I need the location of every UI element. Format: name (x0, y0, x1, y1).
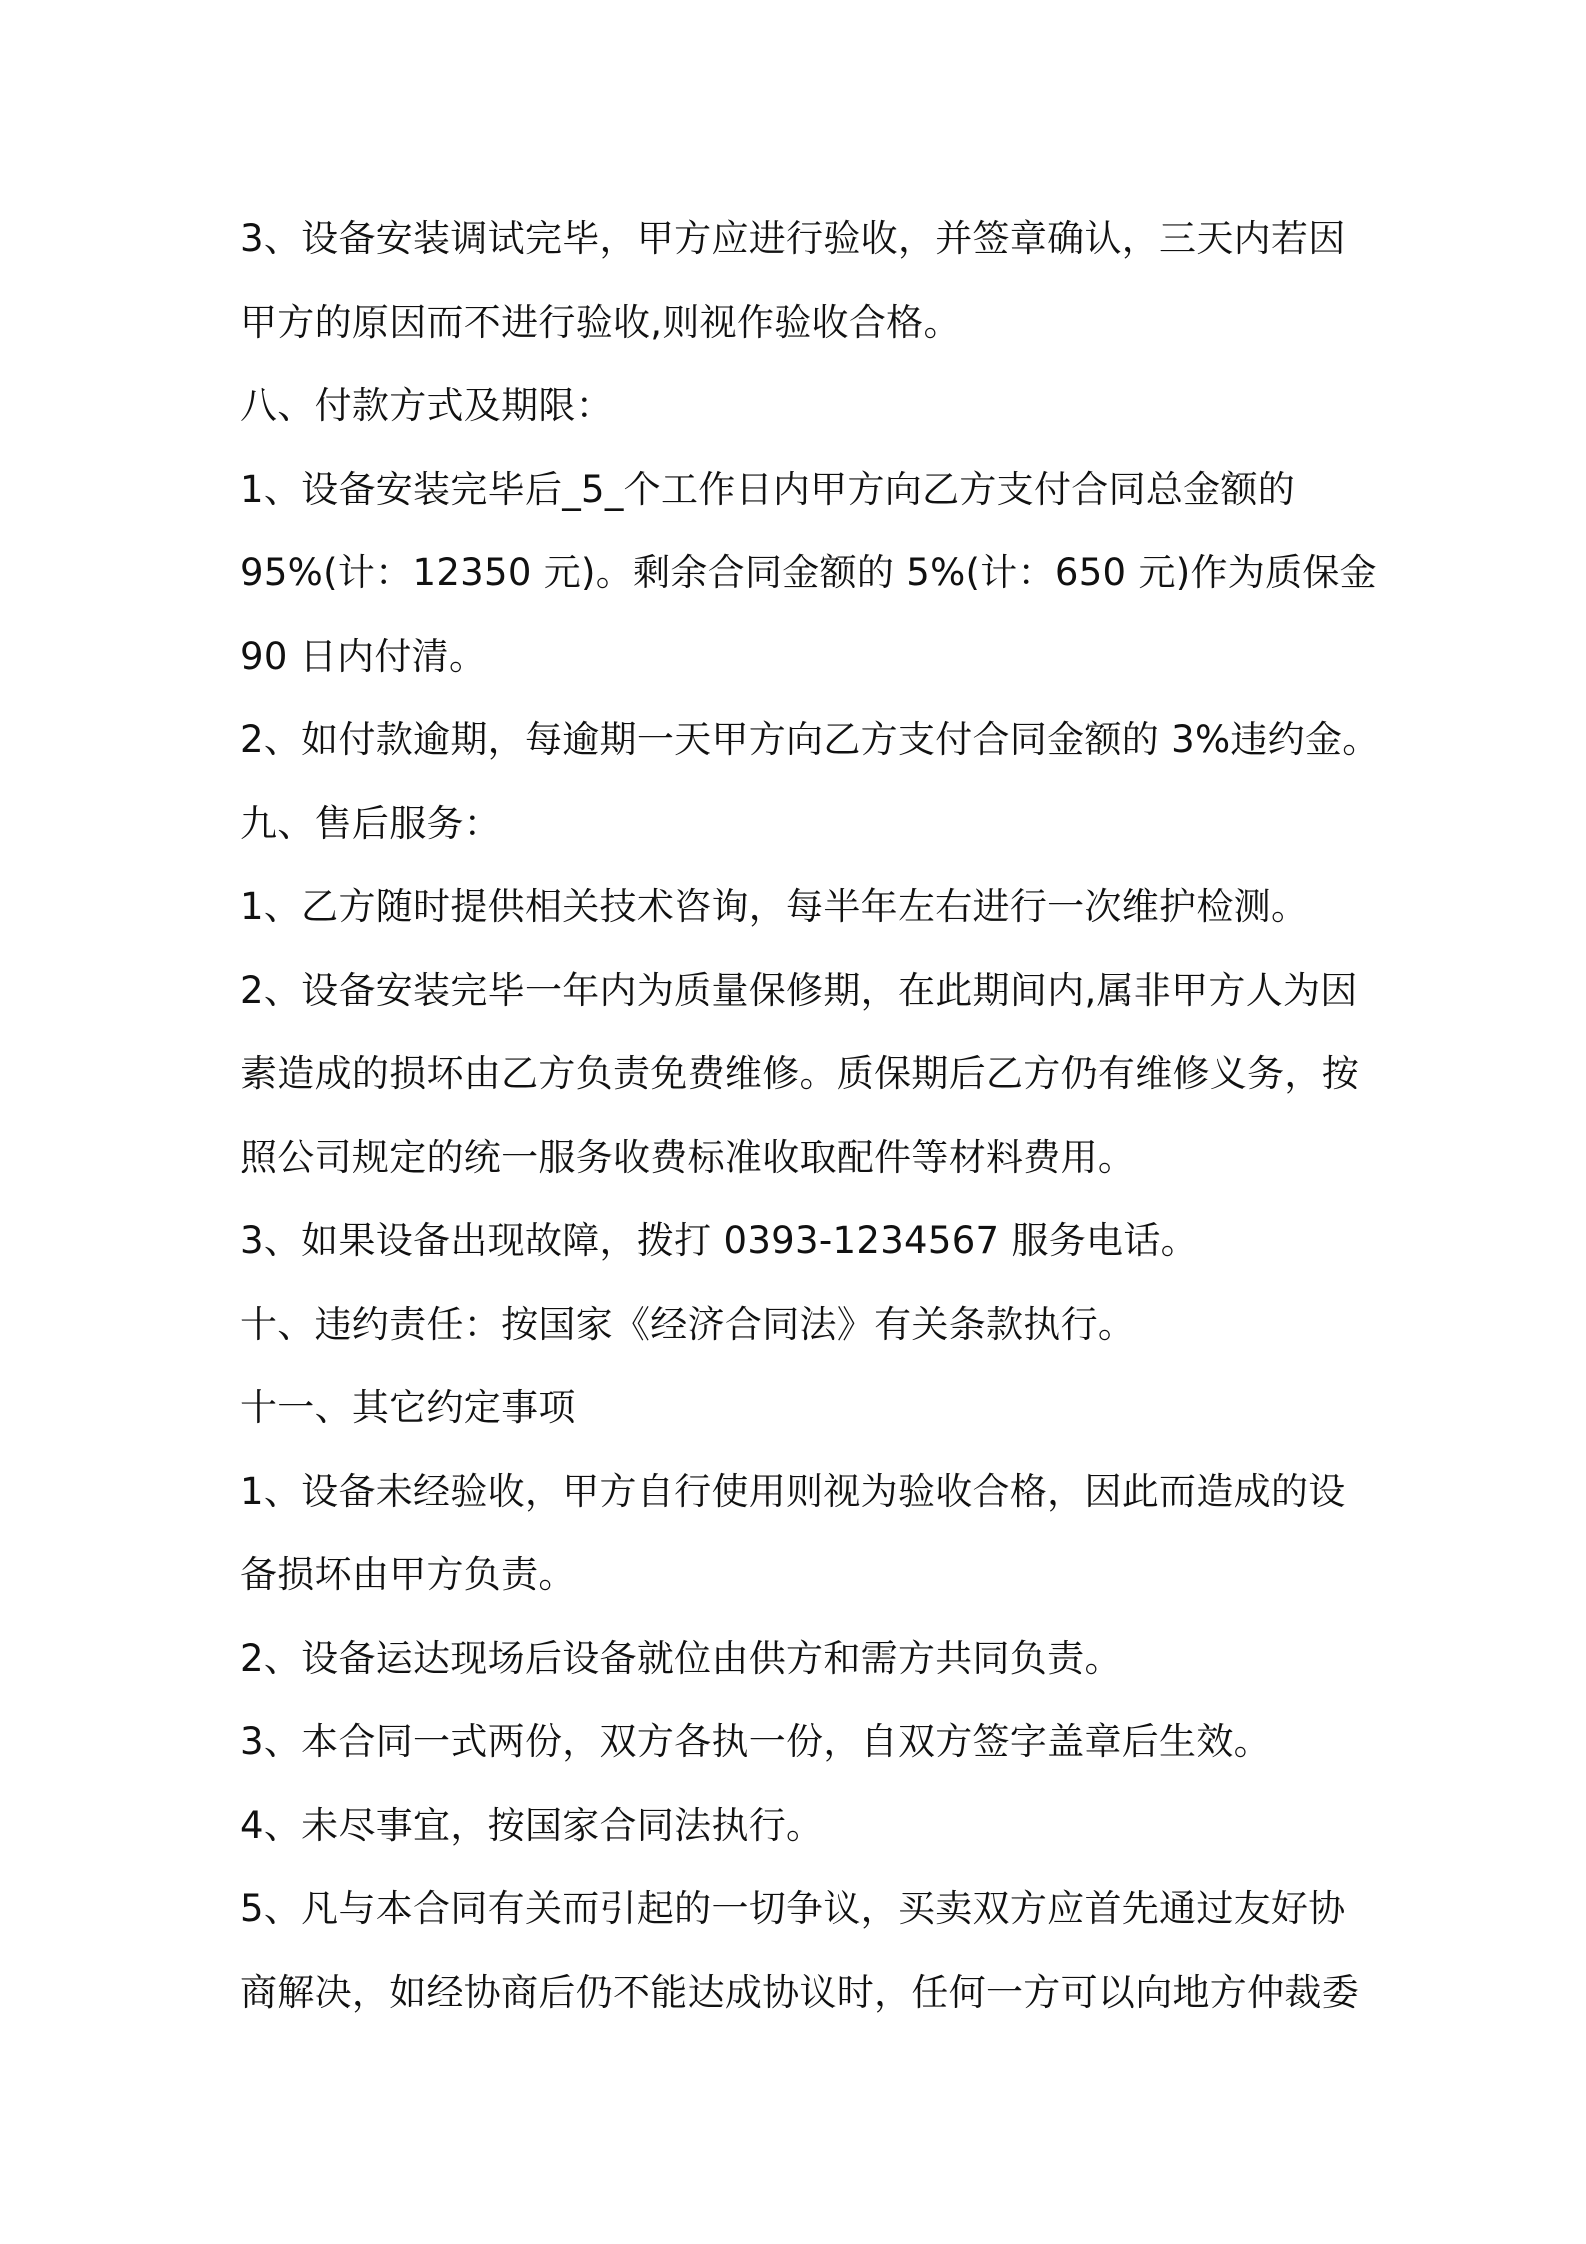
text-line-payment-clause-2: 2、如付款逾期，每逾期一天甲方向乙方支付合同金额的 3%违约金。 (240, 718, 1380, 761)
section-heading-after-sales: 九、售后服务： (240, 801, 502, 845)
text-line-service-clause-2: 2、设备安装完毕一年内为质量保修期，在此期间内,属非甲方人为因 (240, 968, 1358, 1012)
text-line-acceptance-clause-3-cont: 甲方的原因而不进行验收,则视作验收合格。 (240, 300, 961, 344)
section-heading-other-terms: 十一、其它约定事项 (240, 1386, 576, 1429)
text-line-payment-clause-1: 1、设备安装完毕后_5_个工作日内甲方向乙方支付合同总金额的 (240, 467, 1296, 511)
text-line-service-clause-2-cont2: 照公司规定的统一服务收费标准收取配件等材料费用。 (240, 1135, 1136, 1179)
text-line-service-clause-3: 3、如果设备出现故障，拨打 0393-1234567 服务电话。 (240, 1219, 1198, 1262)
section-heading-payment: 八、付款方式及期限： (240, 384, 613, 427)
text-line-other-clause-3: 3、本合同一式两份，双方各执一份，自双方签字盖章后生效。 (240, 1720, 1271, 1763)
section-heading-liability: 十、违约责任：按国家《经济合同法》有关条款执行。 (240, 1302, 1136, 1346)
text-line-other-clause-5-cont: 商解决，如经协商后仍不能达成协议时，任何一方可以向地方仲裁委 (240, 1970, 1359, 2014)
text-line-acceptance-clause-3: 3、设备安装调试完毕，甲方应进行验收，并签章确认，三天内若因 (240, 217, 1346, 260)
text-line-other-clause-1: 1、设备未经验收，甲方自行使用则视为验收合格，因此而造成的设 (240, 1469, 1346, 1513)
text-line-other-clause-2: 2、设备运达现场后设备就位由供方和需方共同负责。 (240, 1636, 1122, 1680)
text-line-other-clause-4: 4、未尽事宜，按国家合同法执行。 (240, 1803, 824, 1847)
contract-body (240, 197, 1380, 2034)
text-line-other-clause-1-cont: 备损坏由甲方负责。 (240, 1553, 576, 1596)
text-line-other-clause-5: 5、凡与本合同有关而引起的一切争议，买卖双方应首先通过友好协 (240, 1887, 1346, 1930)
text-line-service-clause-1: 1、乙方随时提供相关技术咨询，每半年左右进行一次维护检测。 (240, 885, 1309, 928)
text-line-payment-clause-1-cont: 95%(计：12350 元)。剩余合同金额的 5%(计：650 元)作为质保金 (240, 551, 1377, 594)
text-line-service-clause-2-cont: 素造成的损坏由乙方负责免费维修。质保期后乙方仍有维修义务，按 (240, 1052, 1359, 1095)
text-line-payment-clause-1-cont2: 90 日内付清。 (240, 634, 487, 678)
